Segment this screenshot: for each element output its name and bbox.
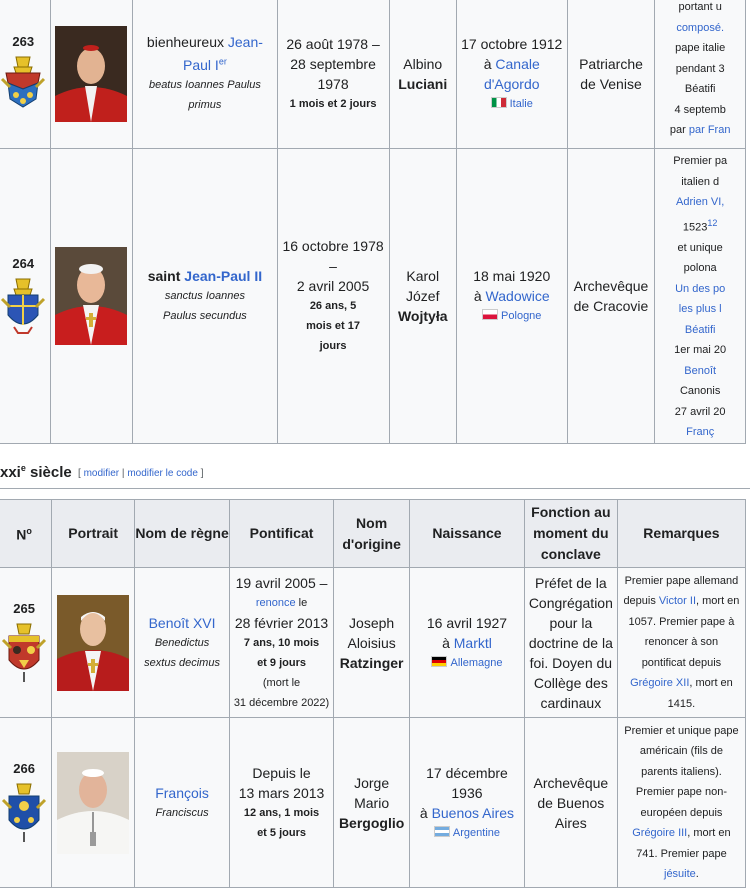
portrait-cell bbox=[52, 568, 135, 718]
portrait-cell bbox=[50, 0, 133, 149]
death-note: 31 décembre 2022) bbox=[233, 696, 330, 709]
header-number[interactable]: $N^o$ bbox=[0, 500, 52, 568]
remark-line: Premier pa bbox=[673, 155, 728, 167]
remark-line: Canonis bbox=[679, 385, 721, 398]
function-text: Préfet de la Congrégation pour la doctrine de la foi. Doyen du Collège des cardinaux bbox=[528, 574, 613, 711]
renonce-link[interactable]: renonce bbox=[255, 596, 296, 609]
remark-link[interactable]: Adrien VI, bbox=[676, 196, 725, 208]
portrait-cell bbox=[52, 718, 135, 888]
pontificat-duration: 7 ans, 10 mois et 9 jours bbox=[243, 636, 320, 669]
surname: Wojtyła bbox=[397, 307, 448, 324]
italy-flag-icon bbox=[491, 97, 507, 108]
country-link[interactable]: Italie bbox=[509, 97, 533, 110]
edit-code-link[interactable]: modifier le code bbox=[127, 468, 198, 479]
birth-cell bbox=[456, 0, 567, 149]
remark-line: pendant 3 bbox=[675, 62, 725, 75]
remark-line: portant u bbox=[678, 1, 722, 13]
pontificat-cell bbox=[277, 149, 389, 444]
remark-link[interactable]: Grégoire III bbox=[632, 827, 688, 839]
pope-link-john-paul-i[interactable]: Jean-Paul Ier bbox=[183, 33, 263, 74]
birth-prefix: à bbox=[419, 804, 428, 821]
function-text: Archevêque de Buenos Aires bbox=[533, 774, 609, 831]
remark-line: 4 septemb bbox=[674, 103, 726, 116]
reign-name-cell bbox=[135, 718, 230, 888]
latin-name: Franciscus bbox=[155, 806, 209, 819]
function-cell bbox=[567, 149, 655, 444]
latin-name: Benedictus sextus decimus bbox=[144, 636, 220, 669]
pontificat-start: 26 août 1978 – bbox=[286, 35, 380, 52]
remark-link[interactable]: les plus l bbox=[678, 303, 722, 316]
death-note: (mort le bbox=[262, 676, 301, 689]
title-prefix: saint bbox=[147, 267, 181, 284]
country-link[interactable]: Argentine bbox=[452, 826, 501, 839]
remark-link[interactable]: par Fran bbox=[688, 124, 731, 136]
surname: Bergoglio bbox=[338, 814, 405, 831]
function-cell bbox=[567, 0, 655, 149]
table-header-row bbox=[0, 500, 746, 568]
birth-cell bbox=[410, 718, 525, 888]
number-cell bbox=[0, 718, 52, 888]
pope-link-benedict-xvi[interactable]: Benoît XVI bbox=[148, 614, 216, 631]
pope-number: 264 bbox=[12, 256, 35, 272]
pontificat-end: 13 mars 2013 bbox=[238, 784, 325, 801]
popes-21st-century-table bbox=[0, 499, 746, 888]
remarks-cell bbox=[617, 718, 745, 888]
header-portrait[interactable]: Portrait bbox=[52, 500, 135, 568]
section-edit-links: [ modifier | modifier le code ] bbox=[78, 468, 204, 479]
pontificat-cell bbox=[277, 0, 389, 149]
table-row bbox=[0, 0, 746, 149]
remarks-text: Premier et unique pape américain (fils de parents italiens). Premier pape non-européen depuis Grégoire III, mort en 741. Premier pape jésuite. bbox=[624, 724, 739, 880]
table-row bbox=[0, 149, 746, 444]
country-link[interactable]: Pologne bbox=[501, 309, 542, 322]
reign-name-cell bbox=[133, 149, 277, 444]
renonce-suffix: le bbox=[298, 596, 308, 609]
pope-number: 266 bbox=[13, 761, 35, 776]
pontificat-duration: 12 ans, 1 mois et 5 jours bbox=[243, 806, 320, 839]
pontificat-duration: 1 mois et 2 jours bbox=[289, 97, 377, 110]
latin-name: beatus Ioannes Paulus primus bbox=[148, 79, 261, 112]
function-cell bbox=[524, 718, 617, 888]
remark-line: pape italie bbox=[675, 42, 726, 54]
given-name: Joseph bbox=[349, 614, 395, 631]
birth-prefix: à bbox=[473, 287, 482, 304]
coat-of-arms-icon bbox=[1, 620, 47, 684]
pope-link-john-paul-ii[interactable]: Jean-Paul II bbox=[184, 267, 263, 284]
remark-link[interactable]: Victor II bbox=[658, 595, 697, 608]
reign-name-cell bbox=[135, 568, 230, 718]
remark-link[interactable]: Franç bbox=[686, 426, 715, 439]
remark-link[interactable]: composé. bbox=[676, 21, 725, 34]
remarks-cell bbox=[617, 568, 745, 718]
table-row bbox=[0, 718, 746, 888]
country-link[interactable]: Allemagne bbox=[450, 656, 503, 669]
birth-date: 18 mai 1920 bbox=[473, 267, 551, 284]
origin-name-cell bbox=[334, 568, 410, 718]
header-remarks[interactable]: Remarques bbox=[617, 500, 745, 568]
argentina-flag-icon bbox=[434, 826, 450, 837]
reign-name-cell bbox=[133, 0, 277, 149]
poland-flag-icon bbox=[482, 309, 498, 320]
header-pontificat[interactable]: Pontificat bbox=[229, 500, 333, 568]
pontificat-cell bbox=[229, 718, 333, 888]
latin-name: sanctus Ioannes Paulus secundus bbox=[163, 289, 247, 322]
section-title: xxi$^e$ siècle bbox=[0, 463, 72, 481]
remark-line: italien d bbox=[681, 175, 720, 188]
portrait-cell bbox=[50, 149, 133, 444]
title-prefix: bienheureux bbox=[146, 33, 224, 50]
birth-date: 17 octobre 1912 bbox=[461, 35, 563, 52]
remark-line: Béatifi bbox=[684, 83, 716, 95]
origin-name-cell bbox=[334, 718, 410, 888]
pontificat-end: 28 septembre 1978 bbox=[290, 55, 376, 92]
pontificat-cell bbox=[229, 568, 333, 718]
portrait-john-paul-i[interactable] bbox=[55, 26, 127, 122]
header-function[interactable]: Fonction au moment du conclave bbox=[524, 500, 617, 568]
pontificat-end: 28 février 2013 bbox=[234, 614, 329, 631]
footnote-link[interactable]: 12 bbox=[707, 217, 718, 228]
number-cell bbox=[0, 149, 50, 444]
remark-line: et unique bbox=[677, 241, 723, 254]
birthplace-link[interactable]: Wadowice bbox=[485, 287, 550, 304]
birth-cell bbox=[410, 568, 525, 718]
remarks-cell: portant u composé. pape italie pendant 3 Béatifi 4 septemb par par Fran bbox=[655, 0, 746, 149]
portrait-john-paul-ii[interactable] bbox=[55, 247, 127, 345]
surname: Luciani bbox=[398, 75, 448, 92]
header-origin-name[interactable]: Nom d'origine bbox=[334, 500, 410, 568]
coat-of-arms-icon bbox=[1, 780, 47, 844]
coat-of-arms-icon bbox=[0, 275, 46, 335]
given-name: Albino bbox=[403, 55, 443, 72]
function-text: Patriarche de Venise bbox=[579, 55, 643, 92]
pontificat-start: 16 octobre 1978 – bbox=[282, 237, 384, 274]
birth-cell bbox=[456, 149, 567, 444]
birth-date: 16 avril 1927 bbox=[426, 614, 508, 631]
origin-name-cell bbox=[389, 149, 456, 444]
remarks-text: Premier pape allemand depuis Victor II, mort en 1057. Premier pape à renoncer à son pontificat depuis Grégoire XII, mort en 1415. bbox=[623, 574, 740, 710]
remark-line: 1523 bbox=[682, 221, 708, 234]
pontificat-start: Depuis le bbox=[252, 764, 311, 781]
given-name: Jorge bbox=[354, 774, 390, 791]
birthplace-link[interactable]: Buenos Aires bbox=[431, 804, 515, 821]
popes-20th-century-table bbox=[0, 0, 746, 444]
header-birth[interactable]: Naissance bbox=[410, 500, 525, 568]
remark-link[interactable]: Grégoire XII bbox=[630, 677, 690, 690]
section-heading bbox=[0, 460, 750, 489]
germany-flag-icon bbox=[431, 656, 447, 667]
remark-link[interactable]: Béatifi bbox=[684, 323, 716, 336]
birthplace-link[interactable]: Marktl bbox=[453, 634, 492, 651]
given-name: Aloisius bbox=[347, 634, 396, 651]
function-text: Archevêque de Cracovie bbox=[573, 277, 649, 314]
given-name: Karol bbox=[406, 267, 440, 284]
number-cell bbox=[0, 568, 52, 718]
remark-line: polona bbox=[683, 262, 717, 275]
origin-name-cell bbox=[389, 0, 456, 149]
remark-link[interactable]: Un des po bbox=[675, 282, 726, 295]
birth-prefix: à bbox=[442, 634, 450, 651]
birth-prefix: à bbox=[483, 55, 492, 72]
portrait-benedict-xvi[interactable] bbox=[57, 595, 129, 691]
function-cell bbox=[524, 568, 617, 718]
remark-link[interactable]: Benoît bbox=[684, 364, 717, 377]
header-reign-name[interactable]: Nom de règne bbox=[135, 500, 230, 568]
birthplace-link[interactable]: Canale d'Agordo bbox=[483, 55, 540, 92]
pontificat-end: 2 avril 2005 bbox=[296, 277, 370, 294]
pontificat-start: 19 avril 2005 – bbox=[235, 574, 328, 591]
edit-link[interactable]: modifier bbox=[83, 468, 120, 479]
pope-link-francis[interactable]: François bbox=[155, 784, 209, 801]
table-row bbox=[0, 568, 746, 718]
birth-date: 17 décembre 1936 bbox=[426, 764, 508, 801]
pope-number: 265 bbox=[13, 601, 35, 616]
given-name: Józef bbox=[406, 287, 440, 304]
remark-line: 27 avril 20 bbox=[674, 405, 726, 418]
coat-of-arms-icon bbox=[0, 53, 46, 113]
remark-link[interactable]: jésuite bbox=[664, 868, 696, 880]
surname: Ratzinger bbox=[339, 654, 404, 671]
pontificat-duration: 26 ans, 5 mois et 17 jours bbox=[306, 299, 360, 352]
remarks-cell bbox=[655, 149, 746, 444]
pope-number: 263 bbox=[12, 34, 35, 49]
remark-line: 1er mai 20 bbox=[674, 344, 727, 357]
given-name: Mario bbox=[354, 794, 390, 811]
portrait-francis[interactable] bbox=[57, 752, 129, 854]
number-cell bbox=[0, 0, 50, 149]
